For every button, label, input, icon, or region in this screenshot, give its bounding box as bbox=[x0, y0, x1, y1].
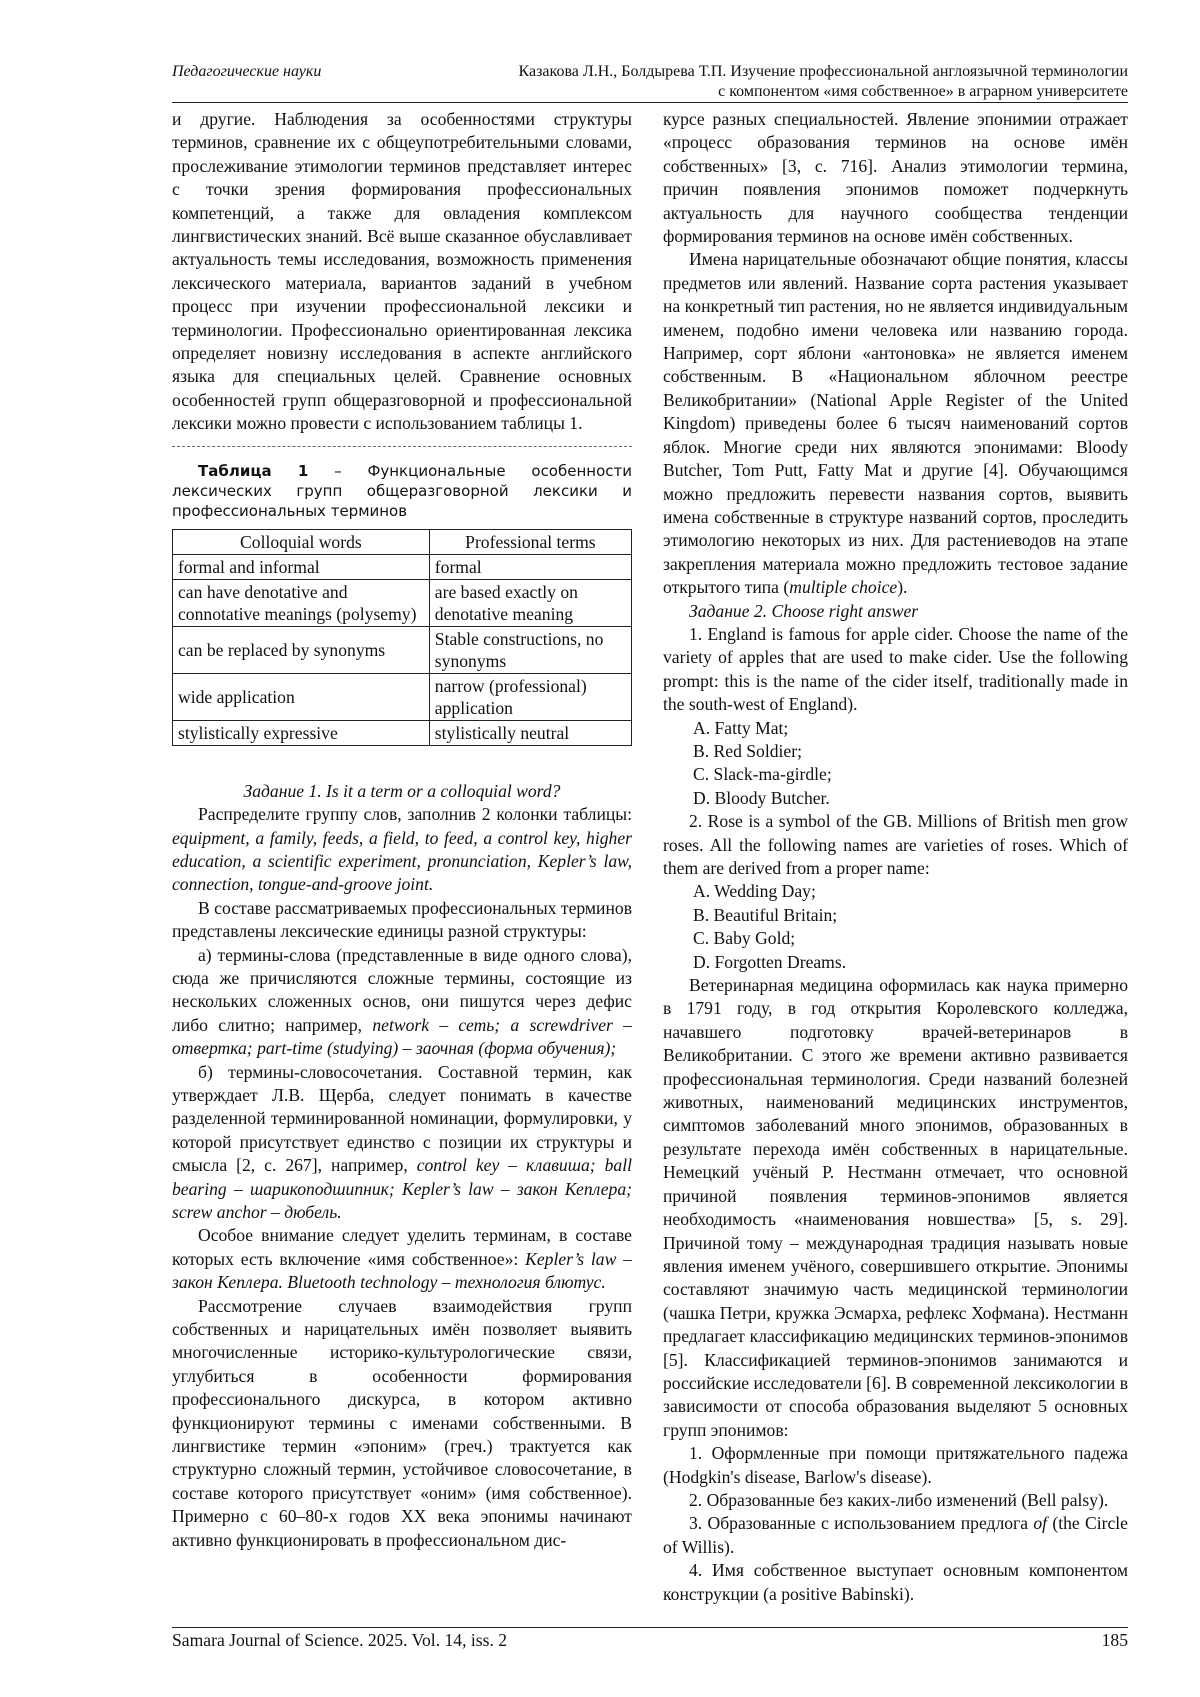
list-item: 1. Оформленные при помощи притяжательного падежа (Hodgkin's disease, Barlow's disease). bbox=[663, 1443, 1128, 1487]
examples: Kepler’s law – закон Кеплера. Bluetooth technology – технология блютус. bbox=[172, 1248, 632, 1293]
question-2: 2. Rose is a symbol of the GB. Millions of British men grow roses. All the following names are varieties of roses. Which of them are derived from a proper name: bbox=[663, 811, 1128, 878]
table-cell: are based exactly on denotative meaning bbox=[429, 579, 631, 626]
running-title-line2: с компонентом «имя собственное» в аграрном университете bbox=[718, 83, 1128, 100]
answer-option: A. Wedding Day; bbox=[693, 881, 816, 902]
paragraph-text: Имена нарицательные обозначают общие понятия, классы предметов или явлений. Название сорта растения указывает на конкретный тип растения, но не является индивидуальным именем, подобно имени человека или названию города. Например, сорт яблони «антоновка» не является именем собственным. В «Национальном яблочном реестре Великобритании» (National Apple Register of the United Kingdom) приведены более 6 тысяч наименований сортов яблок. Многие среди них являются эпонимами: Bloody Butcher, Tom Putt, Fatty Mat и другие [4]. Обучающимся можно предложить перевести названия сортов, выявить имена собственные в структуре названий сортов, проследить этимологию некоторых из них. Для растениеводов на этапе закрепления материала можно предложить тестовое задание открытого типа ( bbox=[663, 249, 1128, 598]
table-row bbox=[173, 554, 632, 579]
table-cell: stylistically neutral bbox=[429, 720, 631, 745]
answer-option: B. Beautiful Britain; bbox=[693, 904, 838, 925]
table-row bbox=[173, 579, 632, 626]
left-paragraph-7: Рассмотрение случаев взаимодействия групп собственных и нарицательных имён позволяет выявить многочисленные историко-культурологические связи, углубиться в особенности формирования профессионального дискурса, в котором активно функционируют термины с именами собственными. В лингвистике термин «эпоним» (греч.) трактуется как структурно сложный термин, устойчивое словосочетание, в составе которого присутствует «оним» (имя собственное). Примерно с 60–80-х годов XX века эпонимы начинают активно функционировать в профессиональном дис- bbox=[172, 1295, 632, 1550]
table-row bbox=[173, 626, 632, 673]
paragraph-text: б) термины-словосочетания. Составной термин, как утверждает Л.В. Щерба, следует понимать в качестве разделенной терминированной номинации, формулировки, у которой присутствует единство с позиции их структуры и смысла [2, с. 267], например, bbox=[172, 1061, 632, 1176]
table-cell: formal bbox=[429, 554, 631, 579]
left-paragraph-3: В составе рассматриваемых профессиональных терминов представлены лексические единицы разной структуры: bbox=[172, 897, 632, 942]
paragraph-text: (the Circle of Willis). bbox=[663, 1513, 1128, 1557]
section-label: Педагогические науки bbox=[172, 63, 322, 80]
footer-rule bbox=[172, 1627, 1128, 1628]
italic-term: multiple choice bbox=[789, 577, 898, 598]
left-paragraph-1: и другие. Наблюдения за особенностями структуры терминов, сравнение их с общеупотребительными словами, прослеживание этимологии терминов представляет интерес с точки зрения формирования профессиональных компетенций, а также для овладения комплексом лингвистических знаний. Всё выше сказанное обуславливает актуальность темы исследования, возможность применения лексического материала, вариантов заданий в учебном процесс при изучении профессиональной лексики и терминологии. Профессионально ориентированная лексика определяет новизну исследования в аспекте английского языка для специальных целей. Сравнение основных особенностей групп общеразговорной и профессиональной лексики можно провести с использованием таблицы 1. bbox=[172, 109, 632, 434]
right-paragraph-3: Ветеринарная медицина оформилась как наука примерно в 1791 году, в год открытия Королевского колледжа, начавшего подготовку врачей-ветеринаров в Великобритании. С этого же времени активно развивается профессиональная терминология. Среди названий болезней животных, наименований медицинских инструментов, симптомов заболеваний много эпонимов, образованных в результате перехода имён собственных в нарицательные. Немецкий учёный Р. Нестманн отмечает, что основной причиной появления терминов-эпонимов является необходимость «наименования новшества» [5, s. 29]. Причиной тому – международная традиция называть новые явления именем учёного, совершившего открытие. Эпонимы составляют значимую часть медицинской терминологии (чашка Петри, кружка Эсмарха, рефлекс Хофмана). Нестманн предлагает классификацию медицинских терминов-эпонимов [5]. Классификацией терминов-эпонимов занимаются и российские исследователи [6]. В современной лексикологии в зависимости от способа образования выделяют 5 основных групп эпонимов: bbox=[663, 975, 1128, 1440]
question-1: 1. England is famous for apple cider. Choose the name of the variety of apples that are used to make cider. Use the following prompt: this is the name of the cider itself, traditionally made in the south-west of England). bbox=[663, 623, 1128, 715]
table-cell: narrow (professional) application bbox=[429, 673, 631, 720]
table-row bbox=[173, 673, 632, 720]
list-item: 2. Образованные без каких-либо изменений (Bell palsy). bbox=[689, 1489, 1109, 1510]
paragraph-text: 3. Образованные с использованием предлога bbox=[689, 1513, 1034, 1534]
examples: control key – клавиша; ball bearing – шарикоподшипник; Kepler’s law – закон Кеплера; screw anchor – дюбель. bbox=[172, 1155, 632, 1222]
left-paragraph-4 bbox=[172, 944, 632, 1061]
table-row bbox=[173, 720, 632, 745]
running-title bbox=[340, 62, 1128, 102]
table-caption-text: – Функциональные особенности лексических групп общеразговорной лексики и профессиональных терминов bbox=[172, 461, 632, 520]
examples: network – сеть; a screwdriver – отвертка; part-time (studying) – заочная (форма обучения); bbox=[172, 1014, 632, 1059]
right-column bbox=[663, 108, 1128, 1606]
answer-option: D. Forgotten Dreams. bbox=[693, 951, 847, 972]
comparison-table bbox=[172, 529, 632, 746]
header-rule bbox=[172, 102, 1128, 103]
table-separator bbox=[172, 446, 632, 447]
left-paragraph-2 bbox=[172, 803, 632, 897]
list-item: 4. Имя собственное выступает основным компонентом конструкции (a positive Babinski). bbox=[663, 1560, 1128, 1604]
answer-option: B. Red Soldier; bbox=[693, 740, 802, 761]
right-paragraph-1: курсе разных специальностей. Явление эпонимии отражает «процесс образования терминов на основе имён собственных» [3, с. 716]. Анализ этимологии термина, причин появления эпонимов поможет подчеркнуть актуальность для научного сообщества тенденции формирования терминов на основе имён собственных. bbox=[663, 109, 1128, 247]
paragraph-text: ). bbox=[897, 577, 908, 598]
table-label: Таблица 1 bbox=[198, 461, 309, 480]
running-title-line1: Казакова Л.Н., Болдырева Т.П. Изучение профессиональной англоязычной терминологии bbox=[518, 63, 1128, 80]
italic-term: of bbox=[1033, 1513, 1048, 1534]
right-paragraph-2 bbox=[663, 248, 1128, 599]
table-cell: formal and informal bbox=[173, 554, 430, 579]
answer-option: A. Fatty Mat; bbox=[693, 717, 789, 738]
left-column bbox=[172, 108, 632, 1552]
table-cell: can have denotative and connotative meanings (polysemy) bbox=[173, 579, 430, 626]
table-header-cell: Professional terms bbox=[429, 529, 631, 554]
table-cell: Stable constructions, no synonyms bbox=[429, 626, 631, 673]
answer-option: C. Baby Gold; bbox=[693, 928, 796, 949]
paragraph-text: Распределите группу слов, заполнив 2 колонки таблицы: bbox=[198, 804, 632, 825]
left-paragraph-5 bbox=[172, 1061, 632, 1225]
paragraph-text: а) термины-слова (представленные в виде одного слова), сюда же причисляются сложные термины, состоящие из нескольких сложенных основ, они пишутся через дефис либо слитно; например, bbox=[172, 944, 632, 1035]
table-cell: stylistically expressive bbox=[173, 720, 430, 745]
word-list: equipment, a family, feeds, a field, to feed, a control key, higher education, a scientific experiment, pronunciation, Kepler’s law, connection, tongue-and-groove joint. bbox=[172, 827, 632, 895]
paragraph-text: Особое внимание следует уделить терминам, в составе которых есть включение «имя собственное»: bbox=[172, 1225, 632, 1269]
task-2-heading: Задание 2. Choose right answer bbox=[689, 600, 919, 621]
table-cell: can be replaced by synonyms bbox=[173, 626, 430, 673]
answer-option: C. Slack-ma-girdle; bbox=[693, 764, 832, 785]
list-item bbox=[663, 1512, 1128, 1559]
table-header-row bbox=[173, 529, 632, 554]
table-cell: wide application bbox=[173, 673, 430, 720]
table-caption bbox=[172, 461, 632, 521]
table-header-cell: Colloquial words bbox=[173, 529, 430, 554]
footer-journal: Samara Journal of Science. 2025. Vol. 14, iss. 2 bbox=[172, 1630, 508, 1650]
task-1-heading: Задание 1. Is it a term or a colloquial word? bbox=[243, 780, 561, 801]
left-paragraph-6 bbox=[172, 1224, 632, 1294]
answer-option: D. Bloody Butcher. bbox=[693, 787, 830, 808]
page-number: 185 bbox=[1101, 1630, 1128, 1650]
